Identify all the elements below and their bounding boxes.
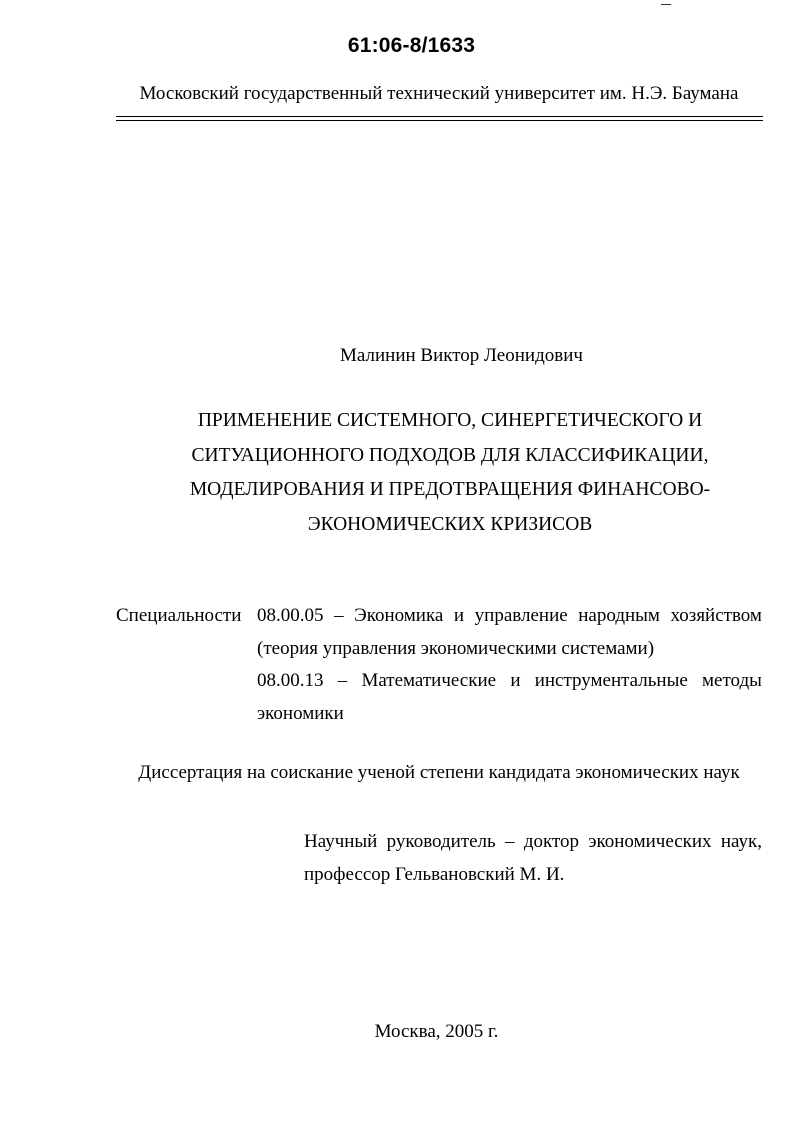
university-name: Московский государственный технический университет им. Н.Э. Баумана: [139, 83, 739, 104]
title-line: ПРИМЕНЕНИЕ СИСТЕМНОГО, СИНЕРГЕТИЧЕСКОГО И: [197, 410, 703, 431]
supervisor-line: [304, 826, 762, 859]
word: и: [453, 605, 465, 626]
word: и: [510, 670, 521, 691]
word: 08.00.05: [257, 605, 324, 626]
specialties-list: [257, 600, 762, 730]
catalog-number: 61:06-8/1633: [347, 34, 476, 57]
word: Математические: [361, 670, 497, 691]
title-line: ЭКОНОМИЧЕСКИХ КРИЗИСОВ: [307, 513, 593, 535]
supervisor-line: профессор Гельвановский М. И.: [304, 863, 565, 885]
word: методы: [702, 670, 762, 691]
word: руководитель: [386, 831, 496, 852]
word: Экономика: [354, 605, 444, 626]
word: экономических: [588, 831, 712, 852]
word: инструментальные: [534, 670, 688, 691]
degree-statement: Диссертация на соискание ученой степени кандидата экономических наук: [138, 762, 740, 783]
word: наук,: [720, 831, 762, 852]
header-rule-thick: [116, 116, 763, 117]
city-year: Москва, 2005 г.: [374, 1021, 499, 1042]
supervisor-block: [304, 826, 762, 891]
specialty-line: (теория управления экономическими системами): [257, 637, 655, 659]
specialty-line: экономики: [257, 702, 344, 724]
word: –: [334, 605, 344, 626]
word: –: [337, 670, 348, 691]
scan-artifact-mark: [661, 4, 671, 5]
word: –: [505, 831, 515, 852]
dissertation-title: [150, 404, 750, 542]
header-rule-thin: [116, 120, 763, 121]
author-name: Малинин Виктор Леонидович: [340, 345, 583, 366]
specialty-line: [257, 665, 762, 698]
word: 08.00.13: [257, 670, 324, 691]
word: управление: [474, 605, 568, 626]
specialty-line: [257, 600, 762, 633]
title-line: СИТУАЦИОННОГО ПОДХОДОВ ДЛЯ КЛАССИФИКАЦИИ,: [191, 444, 709, 466]
word: Научный: [304, 831, 378, 852]
title-line: МОДЕЛИРОВАНИЯ И ПРЕДОТВРАЩЕНИЯ ФИНАНСОВО-: [189, 479, 711, 500]
word: хозяйством: [670, 605, 762, 626]
word: доктор: [523, 831, 580, 852]
specialties-label: Специальности: [116, 605, 242, 626]
word: народным: [578, 605, 660, 626]
